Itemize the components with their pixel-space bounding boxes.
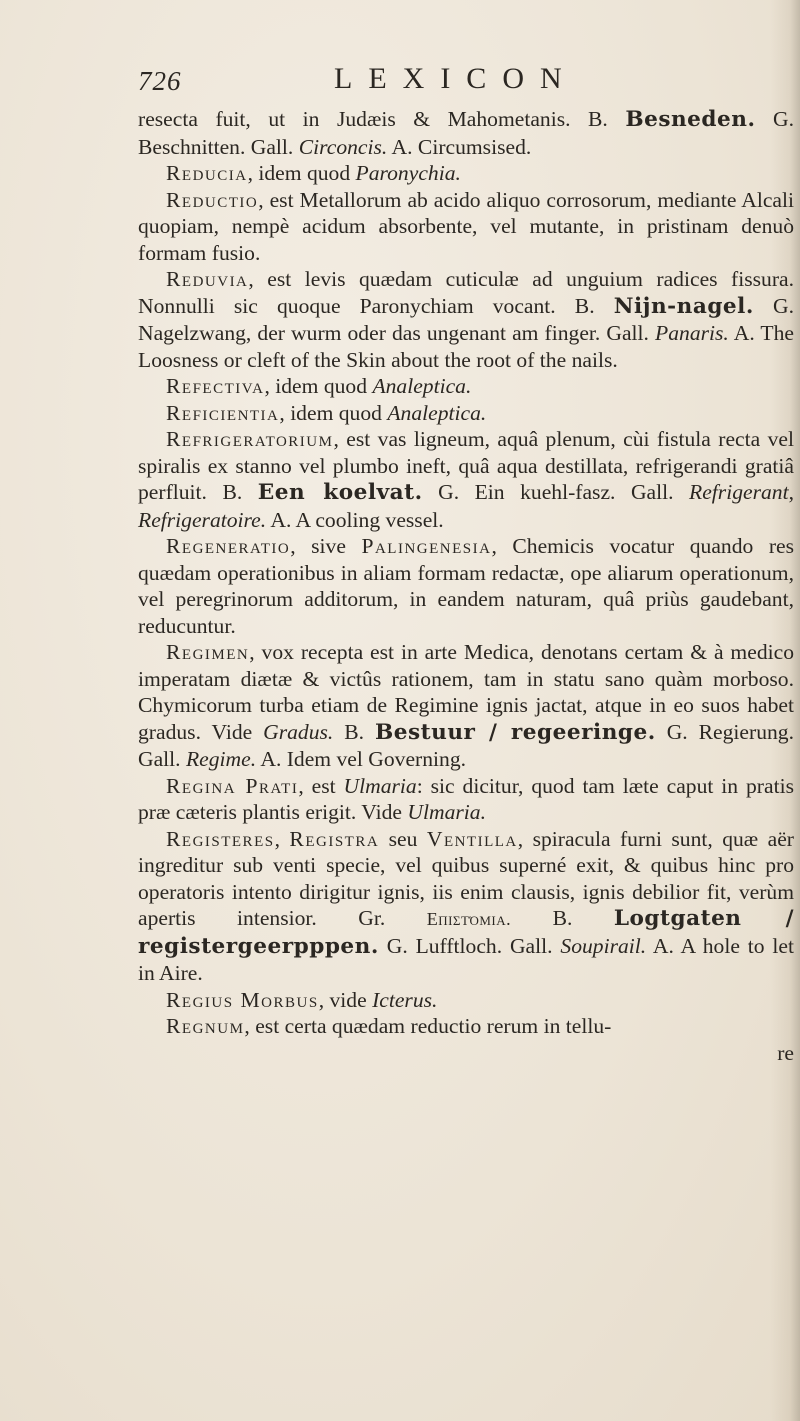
italic-term: Regime.: [185, 747, 257, 771]
entry-text: : sic dicitur, quod tam læte caput in pratis præ cæteris plantis erigit. Vide: [138, 773, 794, 824]
entry-regnum: [138, 1013, 794, 1040]
italic-term: Refrigeratoire.: [138, 507, 267, 532]
entry-list: [138, 106, 794, 1040]
entry-refrigeratorium: [138, 426, 794, 533]
headword: Regimen: [166, 640, 250, 664]
italic-term: Analeptica.: [372, 374, 472, 398]
headword: Palingenesia: [361, 534, 492, 558]
headword: Regina Prati: [166, 773, 299, 798]
entry-refectiva: [138, 373, 794, 400]
entry-text: A. Circumsised.: [387, 134, 532, 159]
entry-text: , est: [298, 773, 344, 798]
catchword: re: [777, 1040, 794, 1065]
entry-regina-prati: [138, 773, 794, 826]
greek-term: Επιστόμια.: [426, 909, 512, 929]
italic-term: Circoncis.: [298, 134, 388, 159]
entry-text: , idem quod: [247, 161, 356, 185]
entry-text: A. Idem vel Governing.: [256, 747, 467, 771]
entry-regimen: [138, 639, 794, 773]
italic-term: Refrigerant: [689, 480, 789, 504]
entry-recisio-cont: [138, 106, 794, 160]
entry-text: , est certa quædam reductio rerum in tellu-: [244, 1014, 612, 1038]
page-number: 726: [138, 66, 182, 96]
entry-reduvia: [138, 266, 794, 373]
entry-text: G. Ein kuehl-fasz. Gall.: [422, 480, 690, 504]
headword: Reducia: [166, 161, 248, 185]
entry-text: , Chemicis vocatur quando res quædam operationibus in aliam formam redactæ, ope aliarum operationum, vel peregrinorum additorum, in eandem naturam, quâ priùs gaudebant, reducuntur.: [138, 534, 795, 638]
entry-text: A. A cooling vessel.: [266, 507, 444, 532]
entry-text: , est levis quædam cuticulæ ad unguium radices fissura. Nonnulli sic quoque Paronychiam vocant. B.: [138, 267, 794, 318]
italic-term: Panaris.: [655, 321, 729, 345]
entry-text: , vide: [318, 987, 373, 1012]
italic-term: Soupirail.: [560, 933, 647, 958]
entry-text: G. Beschnitten. Gall.: [138, 107, 794, 159]
entry-reficientia: [138, 400, 794, 427]
entry-regius-morbus: [138, 987, 794, 1014]
running-title: LEXICON: [334, 62, 578, 95]
entry-text: , vox recepta est in arte Medica, denotans certam & à medico imperatam diætæ & victûs rationem, tam in statu sano quàm morboso. Chymicorum turba etiam de Regimine ignis jactat, atque in eo suos habet gradus. Vide: [138, 640, 794, 744]
entry-text: A. A hole to let in Aire.: [138, 933, 794, 985]
entry-text: , est vas ligneum, aquâ plenum, cùi fistula recta vel spiralis ex stanno vel plumbo ineft, quâ aqua destillata, refrigerandi gratiâ perfluit. B.: [138, 427, 794, 504]
entry-text: ,: [274, 826, 290, 851]
entry-text: , sive: [290, 534, 362, 558]
headword: Registra: [289, 826, 380, 851]
entry-text: G. Nagelzwang, der wurm oder das ungenant am finger. Gall.: [138, 293, 794, 345]
entry-reducia: [138, 160, 794, 187]
italic-term: Icterus.: [372, 987, 438, 1012]
entry-regeneratio: [138, 533, 794, 639]
headword: Reduvia: [166, 267, 249, 291]
headword: Refrigeratorium: [166, 427, 334, 451]
entry-reductio: [138, 187, 794, 267]
entry-text: resecta fuit, ut in Judæis & Mahometanis. B.: [138, 107, 626, 131]
headword: Regeneratio: [166, 534, 291, 558]
headword: Regnum: [166, 1014, 245, 1038]
entry-text: seu: [379, 826, 427, 851]
entry-text: , est Metallorum ab acido aliquo corrosorum, mediante Alcali quopiam, nempè acidum absorbente, vel mutante, in pristinam denuò formam fusio.: [138, 187, 794, 265]
italic-term: Gradus.: [263, 719, 334, 744]
italic-term: Ulmaria: [343, 773, 417, 798]
blackletter-term: Besneden.: [625, 107, 756, 132]
blackletter-term: Nijn-nagel.: [613, 293, 754, 319]
entry-text: A. The Loosness or cleft of the Skin about the root of the nails.: [138, 321, 794, 372]
italic-term: Ulmaria.: [407, 800, 486, 824]
blackletter-term: Logtgaten / registergeerpppen.: [138, 906, 794, 959]
entry-text: B.: [511, 906, 614, 930]
blackletter-term: Bestuur / regeeringe.: [375, 719, 656, 745]
entry-text: , spiracula furni sunt, quæ aër ingreditur sub venti specie, vel quibus superné exit, & quibus hinc pro operatoris intento dirigitur ignis, iis enim clausis, ignis debilior fit, verùm apertis intensior. Gr.: [138, 826, 795, 930]
italic-term: Paronychia.: [355, 161, 461, 185]
blackletter-term: Een koelvat.: [257, 480, 423, 505]
entry-text: , idem quod: [264, 374, 373, 398]
entry-registeres: [138, 826, 794, 987]
entry-text: G. Regierung. Gall.: [138, 719, 794, 771]
entry-text: , idem quod: [279, 400, 388, 425]
headword: Regius Morbus: [166, 987, 319, 1012]
headword: Refectiva: [166, 374, 265, 398]
headword: Ventilla: [426, 826, 518, 851]
italic-term: Analeptica.: [387, 400, 487, 425]
entry-text: G. Lufftloch. Gall.: [378, 933, 561, 958]
headword: Registeres: [166, 826, 275, 851]
headword: Reficientia: [166, 400, 280, 425]
entry-text: B.: [333, 719, 376, 744]
dictionary-text: [138, 106, 794, 1066]
entry-text: ,: [788, 480, 794, 504]
page-header: [138, 62, 778, 102]
headword: Reductio: [166, 187, 259, 212]
